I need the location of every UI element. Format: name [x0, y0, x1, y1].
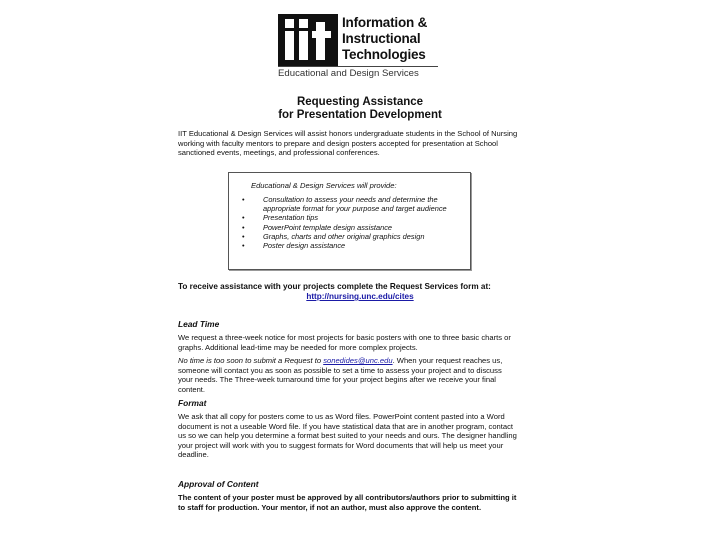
list-item: • PowerPoint template design assistance — [242, 222, 392, 232]
bullet-icon: • — [242, 222, 245, 232]
list-item: • Consultation to assess your needs and determine the appropriate format for your purpose and target audience — [242, 195, 447, 214]
approval-heading: Approval of Content — [178, 479, 259, 489]
services-box-title: Educational & Design Services will provide: — [251, 181, 397, 190]
format-heading: Format — [178, 398, 207, 408]
services-list — [240, 195, 466, 250]
logo-subtitle: Educational and Design Services — [278, 66, 438, 79]
logo-line-3: Technologies — [342, 47, 426, 62]
format-paragraph: We ask that all copy for posters come to us as Word files. PowerPoint content pasted into a Word document is not a useable Word file. If you have statistical data that are in another program, contact us so we can help you determine a format best suited to your needs and ours. The designer handling your project will work with you to suggest formats for Word documents that will help us meet your deadline. — [178, 412, 517, 459]
list-item: • Graphs, charts and other original graphics design — [242, 231, 425, 241]
email-link[interactable]: sonedides@unc.edu — [323, 356, 393, 365]
list-item: • Presentation tips — [242, 213, 319, 223]
logo-line-1: Information & — [342, 15, 428, 30]
lead-time-paragraph-2 — [178, 356, 518, 394]
lead-time-paragraph-1: We request a three-week notice for most projects for basic posters with one to three basic charts or graphs. Additional lead-time may be needed for more complex projects. — [178, 333, 511, 352]
page-title-line-1: Requesting Assistance — [296, 96, 424, 108]
logo-line-2: Instructional — [342, 31, 421, 46]
request-services-link[interactable]: http://nursing.unc.edu/cites — [306, 292, 414, 301]
cta-text: To receive assistance with your projects complete the Request Services form at: — [178, 282, 491, 291]
services-box — [228, 172, 471, 270]
bullet-icon: • — [242, 213, 245, 223]
bullet-icon: • — [242, 231, 245, 241]
page-title-line-2: for Presentation Development — [278, 109, 442, 121]
lead-time-rest-text: . When your request reaches us, someone will contact you as soon as possible to set a time to assess your project and to discuss your needs. The Three-week turnaround time for your project begins after we receive your final content. — [178, 356, 503, 394]
intro-paragraph: IIT Educational & Design Services will assist honors undergraduate students in the School of Nursing working with faculty mentors to prepare and design posters accepted for presentation at School sanctioned events, meetings, and professional conferences. — [178, 129, 518, 157]
bullet-icon: • — [242, 195, 245, 204]
lead-time-heading: Lead Time — [178, 319, 220, 329]
iit-logo-mark — [278, 14, 338, 70]
lead-time-intro-text: No time is too soon to submit a Request to — [178, 356, 324, 365]
bullet-icon: • — [242, 241, 245, 251]
list-item: • Poster design assistance — [242, 241, 346, 251]
approval-paragraph: The content of your poster must be approved by all contributors/authors prior to submitting it to staff for production. Your mentor, if not an author, must also approve the content. — [178, 493, 517, 512]
iit-logo — [278, 14, 448, 78]
